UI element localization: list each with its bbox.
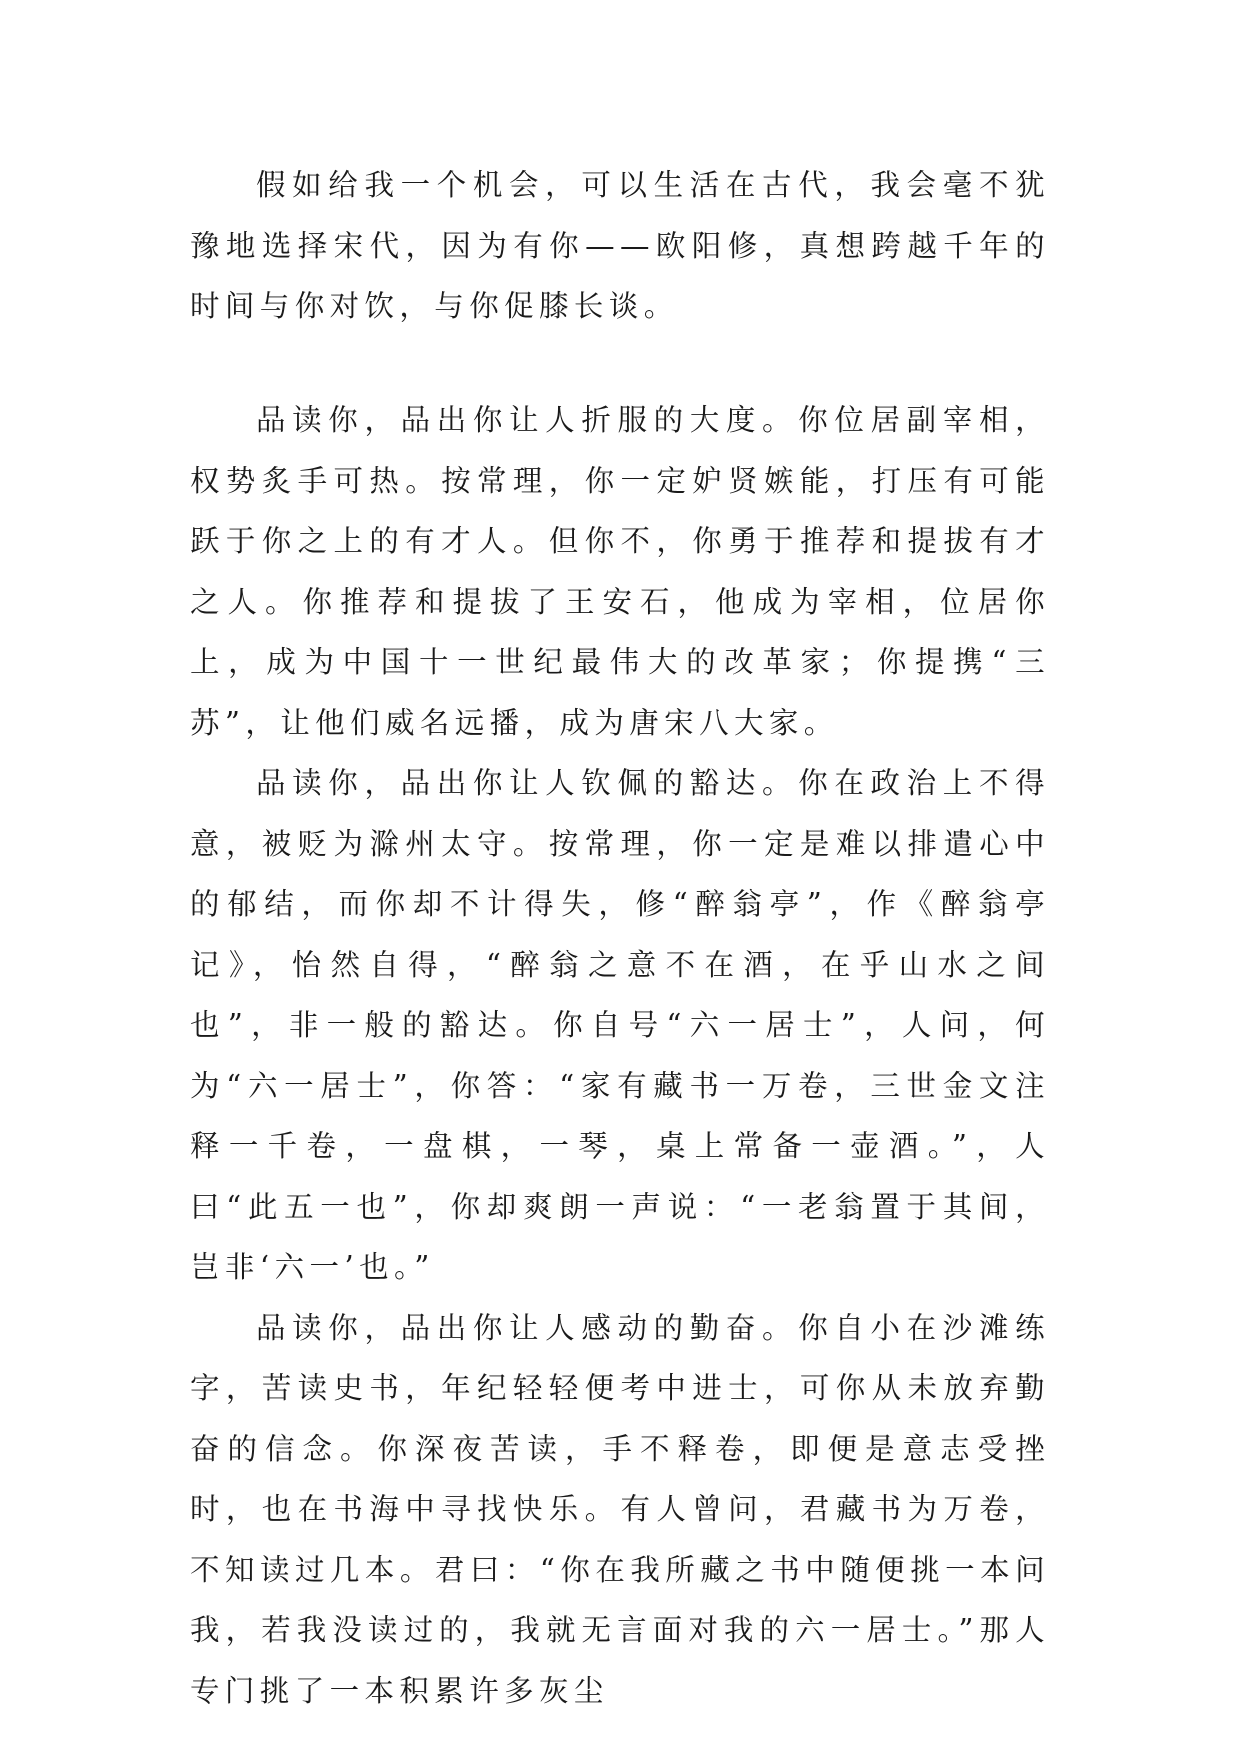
paragraph-diligence: 品读你，品出你让人感动的勤奋。你自小在沙滩练字，苦读史书，年纪轻轻便考中进士，可你从未放弃勤奋的信念。你深夜苦读，手不释卷，即便是意志受挫时，也在书海中寻找快乐。有人曾问，君藏书为万卷，不知读过几本。君曰：“你在我所藏之书中随便挑一本问我，若我没读过的，我就无言面对我的六一居士。”那人专门挑了一本积累许多灰尘 [190, 1310, 1050, 1708]
body-section [190, 390, 1050, 1721]
paragraph-intro: 假如给我一个机会，可以生活在古代，我会毫不犹豫地选择宋代，因为有你——欧阳修，真想跨越千年的时间与你对饮，与你促膝长谈。 [190, 168, 1050, 323]
paragraph-magnanimity: 品读你，品出你让人折服的大度。你位居副宰相，权势炙手可热。按常理，你一定妒贤嫉能，打压有可能跃于你之上的有才人。但你不，你勇于推荐和提拔有才之人。你推荐和提拔了王安石，他成为宰相，位居你上，成为中国十一世纪最伟大的改革家；你提携“三苏”，让他们威名远播，成为唐宋八大家。 [190, 403, 1050, 740]
paragraph-broadmindedness: 品读你，品出你让人钦佩的豁达。你在政治上不得意，被贬为滁州太守。按常理，你一定是难以排遣心中的郁结，而你却不计得失，修“醉翁亭”，作《醉翁亭记》，怡然自得，“醉翁之意不在酒，在乎山水之间也”，非一般的豁达。你自号“六一居士”，人问，何为“六一居士”，你答：“家有藏书一万卷，三世金文注释一千卷，一盘棋，一琴，桌上常备一壶酒。”，人曰“此五一也”，你却爽朗一声说：“一老翁置于其间，岂非‘六一’也。” [190, 766, 1050, 1284]
intro-section [190, 155, 1050, 337]
